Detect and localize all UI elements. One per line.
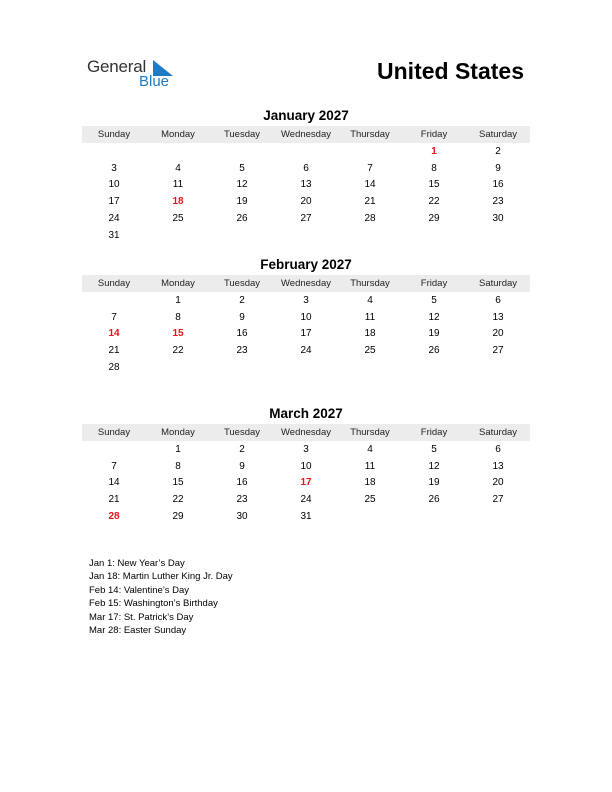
day-cell: 29 (428, 213, 440, 225)
holiday-list-item: Jan 18: Martin Luther King Jr. Day (89, 571, 233, 583)
day-cell: 8 (431, 162, 437, 174)
day-cell: 20 (300, 196, 312, 208)
week-row (82, 326, 530, 343)
week-row (82, 143, 530, 160)
day-cell: 31 (108, 229, 120, 241)
day-cell: 30 (492, 213, 504, 225)
holiday-list-item: Mar 28: Easter Sunday (89, 625, 187, 637)
day-cell: 11 (364, 311, 376, 323)
weekday-label: Saturday (478, 278, 518, 289)
day-cell: 22 (172, 494, 184, 506)
weekday-label: Tuesday (223, 129, 261, 140)
day-cell: 9 (495, 162, 501, 174)
weekday-label: Wednesday (281, 129, 331, 140)
logo-text-general: General (87, 57, 147, 76)
day-cell: 27 (300, 213, 312, 225)
day-cell: 10 (108, 179, 120, 191)
day-cell: 5 (239, 162, 245, 174)
day-cell: 2 (239, 443, 245, 455)
day-cell: 4 (175, 162, 181, 174)
day-cell: 24 (300, 494, 312, 506)
day-cell: 1 (175, 443, 181, 455)
holiday-list-item: Mar 17: St. Patrick’s Day (89, 611, 194, 623)
weekday-label: Monday (161, 278, 195, 289)
week-row (82, 292, 530, 309)
week-row (82, 491, 530, 508)
day-cell: 27 (492, 345, 504, 357)
day-cell: 30 (236, 511, 248, 523)
holiday-list (89, 557, 233, 637)
day-cell: 23 (492, 196, 504, 208)
week-row (82, 193, 530, 210)
day-cell: 20 (492, 328, 504, 340)
day-cell: 17 (108, 196, 120, 208)
day-cell: 10 (300, 460, 312, 472)
day-cell: 7 (111, 460, 117, 472)
weekday-label: Friday (420, 278, 448, 289)
holiday-list-item: Feb 15: Washington’s Birthday (89, 598, 218, 610)
day-cell: 26 (236, 213, 248, 225)
weekday-label: Thursday (350, 129, 390, 140)
day-cell: 28 (364, 213, 376, 225)
month-february (82, 256, 530, 376)
weekday-label: Wednesday (281, 278, 331, 289)
day-cell: 19 (428, 328, 440, 340)
day-cell: 14 (364, 179, 376, 191)
month-title: March 2027 (269, 406, 343, 421)
day-cell: 21 (108, 494, 120, 506)
day-cell: 22 (428, 196, 440, 208)
day-cell: 5 (431, 443, 437, 455)
day-cell: 9 (239, 460, 245, 472)
day-cell: 22 (172, 345, 184, 357)
day-cell: 3 (111, 162, 117, 174)
weekday-header (82, 126, 530, 143)
weekday-label: Tuesday (223, 278, 261, 289)
weekday-label: Saturday (478, 427, 518, 438)
holiday-day-cell: 28 (108, 511, 120, 523)
day-cell: 16 (492, 179, 504, 191)
day-cell: 1 (175, 294, 181, 306)
day-cell: 13 (492, 311, 504, 323)
weekday-header (82, 275, 530, 292)
day-cell: 4 (367, 294, 373, 306)
holiday-day-cell: 1 (431, 145, 437, 157)
day-cell: 6 (495, 294, 501, 306)
weekday-label: Sunday (97, 129, 131, 140)
day-cell: 8 (175, 460, 181, 472)
month-january (82, 107, 530, 244)
day-cell: 24 (108, 213, 120, 225)
day-cell: 19 (236, 196, 248, 208)
weekday-label: Friday (420, 129, 448, 140)
day-cell: 12 (236, 179, 248, 191)
week-row (82, 227, 530, 244)
day-cell: 21 (108, 345, 120, 357)
day-cell: 18 (364, 477, 376, 489)
week-row (82, 508, 530, 525)
day-cell: 7 (111, 311, 117, 323)
weekday-label: Sunday (97, 278, 131, 289)
day-cell: 11 (364, 460, 376, 472)
day-cell: 29 (172, 511, 184, 523)
day-cell: 24 (300, 345, 312, 357)
month-march (82, 405, 530, 525)
day-cell: 21 (364, 196, 376, 208)
day-cell: 19 (428, 477, 440, 489)
week-row (82, 160, 530, 177)
day-cell: 13 (492, 460, 504, 472)
day-cell: 25 (364, 345, 376, 357)
day-cell: 25 (364, 494, 376, 506)
day-cell: 12 (428, 311, 440, 323)
day-cell: 16 (236, 477, 248, 489)
day-cell: 26 (428, 345, 440, 357)
day-cell: 18 (364, 328, 376, 340)
country-title: United States (377, 58, 524, 84)
logo-text-blue: Blue (139, 73, 170, 90)
month-title: February 2027 (260, 257, 352, 272)
week-row (82, 210, 530, 227)
week-row (82, 458, 530, 475)
holiday-list-item: Feb 14: Valentine’s Day (89, 584, 189, 596)
week-row (82, 475, 530, 492)
day-cell: 6 (303, 162, 309, 174)
week-row (82, 342, 530, 359)
day-cell: 5 (431, 294, 437, 306)
day-cell: 10 (300, 311, 312, 323)
day-cell: 13 (300, 179, 312, 191)
weekday-label: Monday (161, 129, 195, 140)
holiday-day-cell: 15 (172, 328, 184, 340)
day-cell: 8 (175, 311, 181, 323)
day-cell: 3 (303, 294, 309, 306)
day-cell: 23 (236, 345, 248, 357)
day-cell: 14 (108, 477, 120, 489)
day-cell: 4 (367, 443, 373, 455)
weekday-header (82, 424, 530, 441)
day-cell: 11 (172, 179, 184, 191)
weekday-label: Thursday (350, 278, 390, 289)
day-cell: 12 (428, 460, 440, 472)
holiday-day-cell: 18 (172, 196, 184, 208)
day-cell: 26 (428, 494, 440, 506)
day-cell: 3 (303, 443, 309, 455)
week-row (82, 441, 530, 458)
weekday-label: Wednesday (281, 427, 331, 438)
day-cell: 27 (492, 494, 504, 506)
day-cell: 2 (495, 145, 501, 157)
day-cell: 9 (239, 311, 245, 323)
weekday-label: Sunday (97, 427, 131, 438)
day-cell: 15 (172, 477, 184, 489)
weekday-label: Saturday (478, 129, 518, 140)
day-cell: 25 (172, 213, 184, 225)
day-cell: 20 (492, 477, 504, 489)
holiday-list-item: Jan 1: New Year’s Day (89, 558, 185, 569)
logo (87, 57, 187, 93)
day-cell: 15 (428, 179, 440, 191)
day-cell: 7 (367, 162, 373, 174)
day-cell: 16 (236, 328, 248, 340)
day-cell: 31 (300, 511, 312, 523)
holiday-day-cell: 14 (108, 328, 120, 340)
day-cell: 28 (108, 362, 120, 374)
day-cell: 23 (236, 494, 248, 506)
day-cell: 17 (300, 328, 312, 340)
weekday-label: Friday (420, 427, 448, 438)
day-cell: 6 (495, 443, 501, 455)
week-row (82, 359, 530, 376)
month-title: January 2027 (263, 108, 349, 123)
week-row (82, 309, 530, 326)
weekday-label: Thursday (350, 427, 390, 438)
weekday-label: Tuesday (223, 427, 261, 438)
week-row (82, 177, 530, 194)
day-cell: 2 (239, 294, 245, 306)
weekday-label: Monday (161, 427, 195, 438)
holiday-day-cell: 17 (300, 477, 312, 489)
